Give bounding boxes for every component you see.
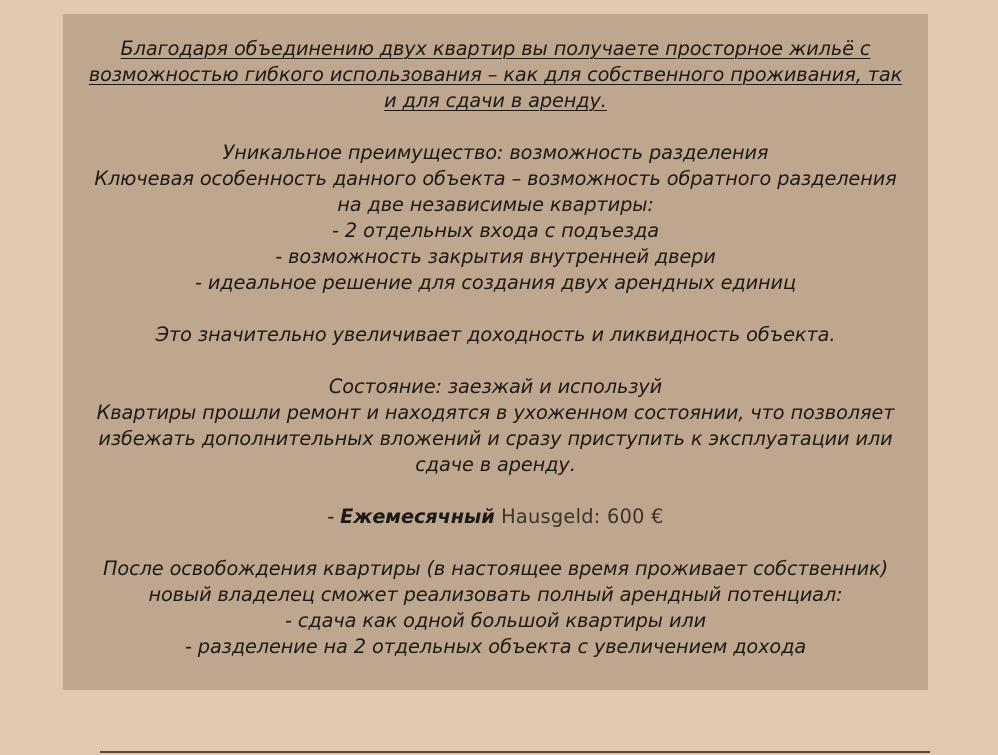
after-release-bullet: - сдача как одной большой квартиры или bbox=[284, 609, 707, 632]
after-release-section bbox=[71, 556, 920, 660]
advantage-line: на две независимые квартиры: bbox=[337, 193, 654, 216]
hausgeld-line bbox=[71, 504, 920, 530]
after-release-line: После освобождения квартиры (в настоящее время проживает собственник) bbox=[102, 557, 889, 580]
intro-line: возможностью гибкого использования – как для собственного проживания, так bbox=[88, 63, 903, 86]
condition-section bbox=[71, 374, 920, 478]
condition-title: Состояние: заезжай и используй bbox=[328, 375, 663, 398]
bottom-divider bbox=[100, 751, 930, 753]
hausgeld-prefix: - bbox=[327, 505, 341, 528]
intro-line: и для сдачи в аренду. bbox=[384, 89, 607, 112]
hausgeld-section bbox=[71, 504, 920, 530]
intro-line: Благодаря объединению двух квартир вы получаете просторное жильё с bbox=[120, 37, 871, 60]
advantage-bullet: - идеальное решение для создания двух арендных единиц bbox=[194, 271, 797, 294]
advantage-bullet: - возможность закрытия внутренней двери bbox=[275, 245, 716, 268]
after-release-bullet: - разделение на 2 отдельных объекта с увеличением дохода bbox=[184, 635, 807, 658]
condition-line: Квартиры прошли ремонт и находятся в ухоженном состоянии, что позволяет bbox=[96, 401, 895, 424]
condition-line: сдаче в аренду. bbox=[415, 453, 576, 476]
advantage-title: Уникальное преимущество: возможность разделения bbox=[222, 141, 769, 164]
description-panel bbox=[63, 14, 928, 690]
condition-line: избежать дополнительных вложений и сразу приступить к эксплуатации или bbox=[98, 427, 893, 450]
advantage-line: Ключевая особенность данного объекта – возможность обратного разделения bbox=[94, 167, 897, 190]
after-release-line: новый владелец сможет реализовать полный арендный потенциал: bbox=[148, 583, 843, 606]
hausgeld-value: Hausgeld: 600 € bbox=[494, 505, 664, 528]
hausgeld-label: Ежемесячный bbox=[340, 505, 495, 528]
advantage-section bbox=[71, 140, 920, 296]
yield-section bbox=[71, 322, 920, 348]
yield-note: Это значительно увеличивает доходность и ликвидность объекта. bbox=[155, 323, 836, 346]
intro-paragraph bbox=[71, 36, 920, 114]
advantage-bullet: - 2 отдельных входа с подъезда bbox=[332, 219, 659, 242]
